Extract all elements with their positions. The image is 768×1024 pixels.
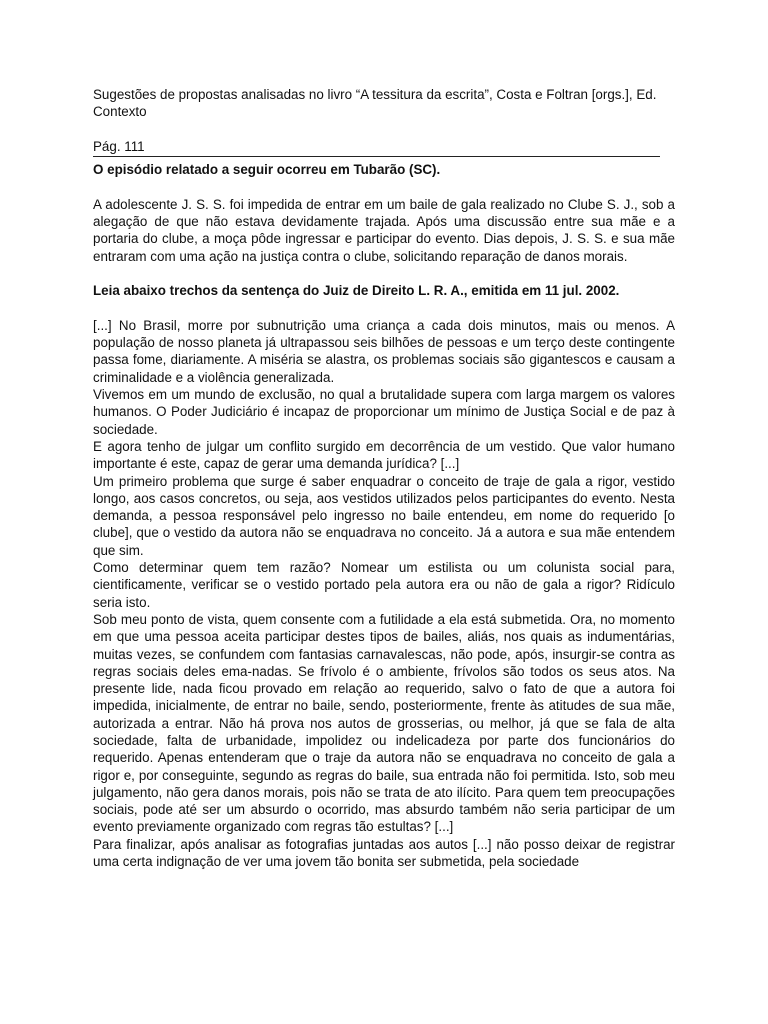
- spacer: [93, 178, 675, 195]
- sentence-paragraph: Vivemos em um mundo de exclusão, no qual a brutalidade supera com larga margem os valores humanos. O Poder Judiciário é incapaz de proporcionar um mínimo de Justiça Social e de paz à sociedade.: [93, 387, 675, 437]
- divider-line: [93, 156, 660, 157]
- spacer: [93, 265, 675, 282]
- sentence-paragraph: [...] No Brasil, morre por subnutrição uma criança a cada dois minutos, mais ou menos. A população de nosso planeta já ultrapassou seis bilhões de pessoas e um terço deste contingente passa fome, diariamente. A miséria se alastra, os problemas sociais são gigantescos e causam a criminalidade e a violência generalizada.: [93, 317, 675, 385]
- source-citation: Sugestões de propostas analisadas no livro “A tessitura da escrita”, Costa e Foltran [orgs.], Ed. Contexto: [93, 87, 657, 120]
- heading-sentence: Leia abaixo trechos da sentença do Juiz de Direito L. R. A., emitida em 11 jul. 2002.: [93, 283, 620, 299]
- intro-paragraph: A adolescente J. S. S. foi impedida de entrar em um baile de gala realizado no Clube S. J., sob a alegação de que não estava devidamente trajada. Após uma discussão entre sua mãe e a portaria do clube, a moça pôde ingressar e participar do evento. Dias depois, J. S. S. e sua mãe entraram com uma ação na justiça contra o clube, solicitando reparação de danos morais.: [93, 196, 675, 264]
- spacer: [93, 121, 675, 138]
- document-page: [93, 86, 675, 870]
- page-number: Pág. 111: [93, 138, 145, 154]
- sentence-paragraph: Para finalizar, após analisar as fotografias juntadas aos autos [...] não posso deixar de registrar uma certa indignação de ver uma jovem tão bonita ser submetida, pela sociedade: [93, 836, 675, 870]
- heading-episode: O episódio relatado a seguir ocorreu em Tubarão (SC).: [93, 162, 441, 178]
- sentence-paragraph: Sob meu ponto de vista, quem consente com a futilidade a ela está submetida. Ora, no momento em que uma pessoa aceita participar destes tipos de bailes, aliás, nos quais as indumentárias, muitas vezes, se confundem com fantasias carnavalescas, não pode, após, insurgir-se contra as regras sociais deles ema-nadas. Se frívolo é o ambiente, frívolos são todos os seus atos. Na presente lide, nada ficou provado em relação ao requerido, salvo o fato de que a autora foi impedida, inicialmente, de entrar no baile, sendo, posteriormente, frente às atitudes de sua mãe, autorizada a entrar. Não há prova nos autos de grosserias, ou melhor, já que se fala de alta sociedade, falta de urbanidade, impolidez ou indelicadeza por parte dos funcionários do requerido. Apenas entenderam que o traje da autora não se enquadrava no conceito de gala a rigor e, por conseguinte, segundo as regras do baile, sua entrada não foi permitida. Isto, sob meu julgamento, não gera danos morais, pois não se trata de ato ilícito. Para quem tem preocupações sociais, pode até ser um absurdo o ocorrido, mas absurdo também não seria participar de um evento previamente organizado com regras tão estultas? [...]: [93, 611, 675, 835]
- sentence-paragraph: Como determinar quem tem razão? Nomear um estilista ou um colunista social para, cientificamente, verificar se o vestido portado pela autora era ou não de gala a rigor? Ridículo seria isto.: [93, 560, 675, 610]
- spacer: [93, 300, 675, 317]
- sentence-paragraph: Um primeiro problema que surge é saber enquadrar o conceito de traje de gala a rigor, vestido longo, aos casos concretos, ou seja, aos vestidos utilizados pelos participantes do evento. Nesta demanda, a pessoa responsável pelo ingresso no baile entendeu, em nome do requerido [o clube], que o vestido da autora não se enquadrava no conceito. Já a autora e sua mãe entendem que sim.: [93, 473, 675, 558]
- sentence-paragraph: E agora tenho de julgar um conflito surgido em decorrência de um vestido. Que valor humano importante é este, capaz de gerar uma demanda jurídica? [...]: [93, 438, 675, 472]
